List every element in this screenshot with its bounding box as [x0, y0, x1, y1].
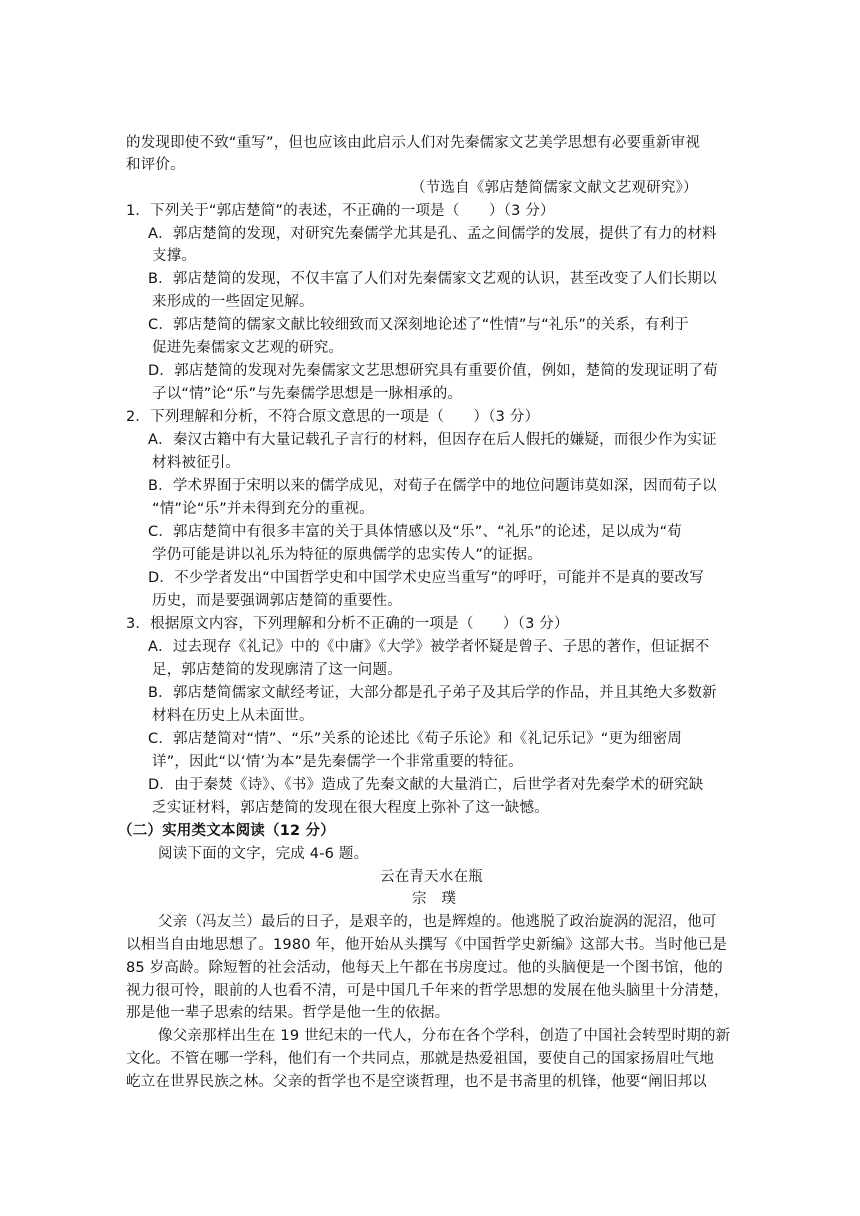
q3-option-b: B．郭店楚简儒家文献经考证，大部分都是孔子弟子及其后学的作品，并且其绝大多数新 [148, 685, 717, 701]
q1-option-a: A．郭店楚简的发现，对研究先秦儒学尤其是孔、孟之间儒学的发展，提供了有力的材料 [148, 226, 717, 242]
paragraph-1-line-4: 视力很可怜，眼前的人也看不清，可是中国几千年来的哲学思想的发展在他头脑里十分清楚， [126, 983, 729, 999]
q2-option-a-cont: 材料被征引。 [152, 455, 241, 471]
intro-line-2: 和评价。 [126, 157, 185, 173]
q2-option-d: D．不少学者发出“中国哲学史和中国学术史应当重写”的呼吁，可能并不是真的要改写 [148, 570, 704, 586]
q1-option-a-cont: 支撑。 [152, 248, 197, 264]
q2-option-b: B．学术界囿于宋明以来的儒学成见，对荀子在儒学中的地位问题讳莫如深，因而荀子以 [148, 478, 717, 494]
q2-option-c-cont: 学仍可能是讲以礼乐为特征的原典儒学的忠实传人”的证据。 [152, 547, 542, 563]
question-3-stem: 3．根据原文内容，下列理解和分析不正确的一项是（ ）（3 分） [126, 616, 569, 632]
q3-option-a: A．过去现存《礼记》中的《中庸》《大学》被学者怀疑是曾子、子思的著作，但证据不 [148, 639, 710, 655]
q1-option-b-cont: 来形成的一些固定见解。 [152, 294, 314, 310]
paragraph-2-line-2: 文化。不管在哪一学科，他们有一个共同点，那就是热爱祖国，要使自己的国家扬眉吐气地 [126, 1051, 714, 1067]
q2-option-c: C．郭店楚简中有很多丰富的关于具体情感以及“乐”、“礼乐”的论述，足以成为“荀 [148, 524, 682, 540]
q1-option-b: B．郭店楚简的发现，不仅丰富了人们对先秦儒家文艺观的认识，甚至改变了人们长期以 [148, 271, 717, 287]
section-heading: （二）实用类文本阅读（12 分） [118, 823, 335, 839]
q1-option-c: C．郭店楚简的儒家文献比较细致而又深刻地论述了“性情”与“礼乐”的关系，有利于 [148, 317, 689, 333]
source-citation: （节选自《郭店楚简儒家文献文艺观研究》） [411, 180, 698, 196]
q3-option-d-cont: 乏实证材料，郭店楚简的发现在很大程度上弥补了这一缺憾。 [152, 800, 549, 816]
q3-option-c: C．郭店楚简对“情”、“乐”关系的论述比《荀子乐论》和《礼记乐记》“更为细密周 [148, 731, 682, 747]
paragraph-2-line-1: 像父亲那样出生在 19 世纪末的一代人，分布在各个学科，创造了中国社会转型时期的新 [158, 1028, 731, 1044]
q3-option-b-cont: 材料在历史上从未面世。 [152, 708, 314, 724]
article-title: 云在青天水在瓶 [380, 869, 483, 885]
q2-option-b-cont: “情”论“乐”并未得到充分的重视。 [152, 501, 374, 517]
paragraph-1-line-5: 那是他一辈子思索的结果。哲学是他一生的依据。 [126, 1005, 450, 1021]
question-1-stem: 1．下列关于“郭店楚简”的表述，不正确的一项是（ ）（3 分） [126, 203, 555, 219]
paragraph-1-line-2: 以相当自由地思想了。1980 年，他开始从头撰写《中国哲学史新编》这部大书。当时他已是 [126, 937, 728, 953]
q1-option-c-cont: 促进先秦儒家文艺观的研究。 [152, 340, 344, 356]
q2-option-d-cont: 历史，而是要强调郭店楚简的重要性。 [152, 593, 402, 609]
intro-line-1: 的发现即使不致“重写”，但也应该由此启示人们对先秦儒家文艺美学思想有必要重新审视 [126, 135, 701, 151]
paragraph-1-line-3: 85 岁高龄。除短暂的社会活动，他每天上午都在书房度过。他的头脑便是一个图书馆，他的 [126, 960, 723, 976]
question-2-stem: 2．下列理解和分析，不符合原文意思的一项是（ ）（3 分） [126, 409, 540, 425]
paragraph-2-line-3: 屹立在世界民族之林。父亲的哲学也不是空谈哲理，也不是书斋里的机锋，他要“阐旧邦以 [126, 1074, 708, 1090]
q3-option-c-cont: 详”，因此“以‘情’为本”是先秦儒学一个非常重要的特征。 [152, 754, 523, 770]
q2-option-a: A．秦汉古籍中有大量记载孔子言行的材料，但因存在后人假托的嫌疑，而很少作为实证 [148, 432, 717, 448]
q1-option-d: D．郭店楚简的发现对先秦儒家文艺思想研究具有重要价值，例如，楚简的发现证明了荀 [148, 363, 718, 379]
paragraph-1-line-1: 父亲（冯友兰）最后的日子，是艰辛的，也是辉煌的。他逃脱了政治旋涡的泥沼，他可 [158, 914, 717, 930]
article-author: 宗 璞 [412, 891, 457, 907]
q1-option-d-cont: 子以“情”论“乐”与先秦儒学思想是一脉相承的。 [152, 386, 463, 402]
q3-option-a-cont: 足，郭店楚简的发现廓清了这一问题。 [152, 662, 402, 678]
reading-instruction: 阅读下面的文字，完成 4-6 题。 [158, 846, 369, 862]
q3-option-d: D．由于秦焚《诗》、《书》造成了先秦文献的大量消亡，后世学者对先秦学术的研究缺 [148, 777, 704, 793]
